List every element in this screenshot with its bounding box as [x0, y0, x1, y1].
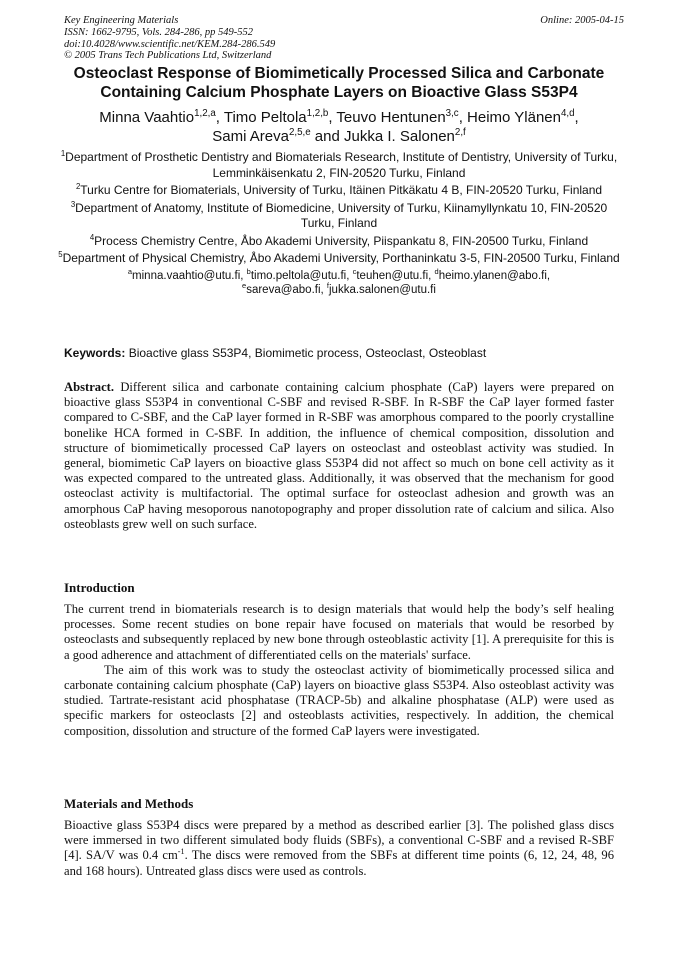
journal-issn: ISSN: 1662-9795, Vols. 284-286, pp 549-552 [64, 26, 253, 38]
author-list: Minna Vaahtio$^{1,2,a}$, Timo Peltola$^{1,2,b}$, Teuvo Hentunen$^{3,c}$, Heimo Ylänen$^{4,d}$, Sami Areva$^{2,5,e}$ and Jukka I. Salonen$^{2,f}$ [99, 108, 579, 145]
email-link[interactable]: minna.vaahtio@utu.fi [132, 269, 241, 282]
author-name: Timo Peltola [223, 109, 307, 126]
affiliation-num: 2 [75, 182, 81, 191]
methods-body [64, 818, 614, 879]
affiliation [58, 150, 620, 181]
email-sup: b [246, 266, 251, 276]
affiliation-num: 5 [58, 250, 63, 259]
email-sup: c [352, 266, 357, 276]
journal-header [64, 15, 624, 62]
email-link[interactable]: teuhen@utu.fi [356, 269, 429, 282]
paper-title: Osteoclast Response of Biomimetically Processed Silica and Carbonate Containing Calcium Phosphate Layers on Bioactive Glass S53P4 [73, 65, 605, 101]
email-sup: d [434, 266, 439, 276]
author-sup: 1,2,a [194, 108, 216, 119]
author-sup: 3,c [445, 108, 459, 119]
affiliation-text: Department of Anatomy, Institute of Biomedicine, University of Turku, Kiinamyllynkatu 10, FIN-20520 Turku, Finland [75, 200, 608, 230]
introduction-paragraph: The current trend in biomaterials research is to design materials that would help the body’s self healing processes. Some recent studies on bone repair have focused on materials that would be resorbed by osteoclasts and subsequently replaced by new bone through osteoblastic activity [1]. A prerequisite for this is a good adherence and attachment of differentiated cells on the materials' surface. [64, 602, 614, 662]
author-name: Teuvo Hentunen [336, 109, 446, 126]
affiliation [58, 183, 620, 199]
affiliation-num: 1 [60, 149, 66, 158]
email-link[interactable]: sareva@abo.fi [246, 284, 321, 296]
affiliation [58, 234, 620, 250]
email-sup: f [326, 281, 329, 291]
methods-text: Bioactive glass S53P4 discs were prepared by a method as described earlier [3]. The polished glass discs were immersed in two different simulated body fluids (SBFs), a conventional C-SBF and a revised R-SBF [4]. SA/V was 0.4 cm [64, 818, 614, 863]
introduction-body [64, 602, 614, 739]
journal-name: Key Engineering Materials [64, 15, 179, 26]
affiliation-text: Process Chemistry Centre, Åbo Akademi University, Piispankatu 8, FIN-20500 Turku, Finland [94, 233, 589, 248]
journal-doi: doi:10.4028/www.scientific.net/KEM.284-286.549 [64, 38, 276, 50]
methods-text: . The discs were removed from the SBFs at different time points (6, 12, 24, 48, 96 and 168 hours). Untreated glass discs were used as controls. [64, 848, 614, 878]
author-sup: 2,f [454, 127, 466, 138]
author-name: Sami Areva [212, 128, 289, 145]
email-sup: e [242, 281, 247, 291]
affiliation-text: Turku Centre for Biomaterials, University of Turku, Itäinen Pitkäkatu 4 B, FIN-20520 Turku, Finland [80, 183, 603, 197]
email-sup: a [127, 266, 133, 276]
keywords-text: Bioactive glass S53P4, Biomimetic process, Osteoclast, Osteoblast [128, 346, 487, 360]
methods-sup: -1 [177, 847, 185, 857]
affiliation-list [58, 150, 620, 298]
abstract-text: Different silica and carbonate containing calcium phosphate (CaP) layers were prepared on bioactive glass S53P4 in conventional C-SBF and revised R-SBF. In R-SBF the CaP layer formed faster compared to C-SBF, and the CaP layer formed in R-SBF was amorphous compared to the poorly crystalline bonelike HCA formed in C-SBF. In addition, the influence of chemical composition, dissolution and structure of biomimetically processed CaP layers on osteoclast and osteoblast activity was studied. In general, biomimetic CaP layers on bioactive glass S53P4 did not affect so much on bone cell activity as it was expected compared to the untreated glass. Additionally, it was observed that the mechanism for good osteoclast activity is multifactorial. The optimal surface for osteoclast adhesion and growth was an amorphous CaP having mesoporous nanotopography and proper dissolution rate of calcium and silica. Also osteoblasts grew well on such surface. [64, 380, 614, 531]
journal-copyright: © 2005 Trans Tech Publications Ltd, Switzerland [64, 50, 272, 62]
abstract-label: Abstract. [64, 380, 115, 394]
author-sup: 4,d [560, 108, 575, 119]
email-list: $^a$minna.vaahtio@utu.fi, $^b$timo.peltola@utu.fi, $^c$teuhen@utu.fi, $^d$heimo.ylanen@abo.fi, $^e$sareva@abo.fi, $^f$jukka.salonen@utu.fi [127, 266, 551, 296]
affiliation-num: 3 [70, 199, 76, 209]
affiliation [58, 251, 620, 267]
online-date: Online: 2005-04-15 [540, 15, 624, 26]
author-sup: 2,5,e [288, 127, 311, 138]
affiliation-text: Department of Physical Chemistry, Åbo Akademi University, Porthaninkatu 3-5, FIN-20500 Turku, Finland [62, 251, 620, 265]
email-link[interactable]: jukka.salonen@utu.fi [329, 284, 436, 296]
author-sup: 1,2,b [306, 108, 329, 119]
affiliation-num: 4 [89, 232, 95, 242]
author-name: Minna Vaahtio [99, 109, 195, 126]
introduction-heading: Introduction [64, 580, 135, 595]
abstract [64, 380, 614, 532]
email-link[interactable]: heimo.ylanen@abo.fi [438, 269, 547, 282]
keywords [64, 346, 624, 361]
keywords-label: Keywords: [64, 346, 126, 360]
author-name: Heimo Ylänen [467, 109, 561, 126]
email-link[interactable]: timo.peltola@utu.fi [250, 269, 347, 282]
methods-heading: Materials and Methods [64, 796, 194, 811]
affiliation-text: Department of Prosthetic Dentistry and Biomaterials Research, Institute of Dentistry, University of Turku, Lemminkäisenkatu 2, FIN-20520 Turku, Finland [65, 150, 618, 180]
author-name: Jukka I. Salonen [344, 128, 455, 145]
introduction-paragraph: The aim of this work was to study the osteoclast activity of biomimetically processed silica and carbonate containing calcium phosphate (CaP) layers on bioactive glass S53P4. Also osteoblast activity was studied. Tartrate-resistant acid phosphatase (TRACP-5b) and alkaline phosphatase (ALP) were used as specific markers for osteoclasts [2] and osteoblasts activities, respectively. In addition, the chemical composition, dissolution and structure of the formed CaP layers were investigated. [64, 662, 614, 738]
affiliation [58, 201, 620, 232]
